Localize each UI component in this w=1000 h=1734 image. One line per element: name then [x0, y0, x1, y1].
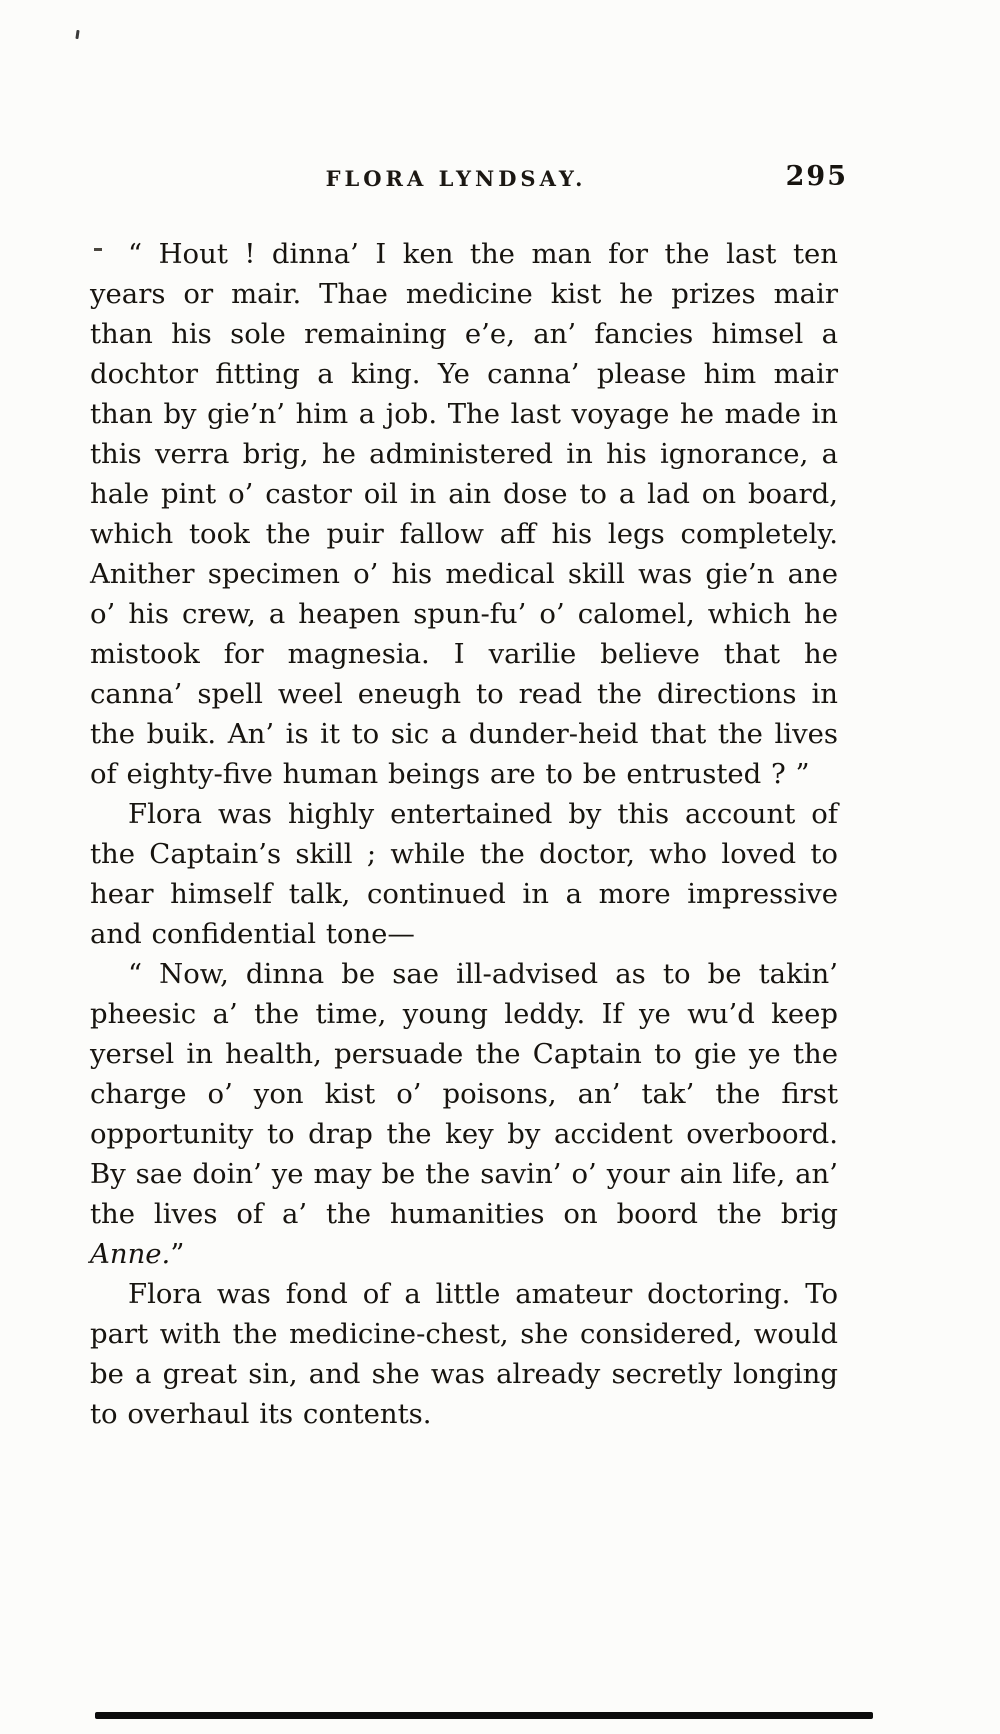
page-header	[92, 161, 848, 202]
body-text	[90, 234, 838, 1434]
paragraph-3-text: “ Now, dinna be sae ill-advised as to be takin’ pheesic a’ the time, young leddy. If ye wu’d keep yersel in health, persuade the Captain to gie ye the charge o’ yon kist o’ poisons, an’ tak’ the first opportunity to drap the key by accident overboord. By sae doin’ ye may be the savin’ o’ your ain life, an’ the lives of a’ the humanities on boord the brig	[90, 958, 838, 1230]
paragraph-1: “ Hout ! dinna’ I ken the man for the last ten years or mair. Thae medicine kist he prizes mair than his sole remaining e’e, an’ fancies himsel a dochtor fitting a king. Ye canna’ please him mair than by gie’n’ him a job. The last voyage he made in this verra brig, he administered in his ignorance, a hale pint o’ castor oil in ain dose to a lad on board, which took the puir fallow aff his legs completely. Anither specimen o’ his medical skill was gie’n ane o’ his crew, a heapen spun-fu’ o’ calomel, which he mistook for magnesia. I varilie believe that he canna’ spell weel eneugh to read the directions in the buik. An’ is it to sic a dunder-heid that the lives of eighty-five human beings are to be entrusted ? ”	[90, 238, 838, 790]
running-head: FLORA LYNDSAY.	[325, 166, 587, 191]
paragraph-4: Flora was fond of a little amateur doctoring. To part with the medicine-chest, she considered, would be a great sin, and she was already secretly longing to overhaul its contents.	[90, 1278, 838, 1430]
paragraph-3-italic-word: Anne.	[90, 1238, 171, 1270]
page-number: 295	[785, 161, 848, 192]
paragraph-2: Flora was highly entertained by this account of the Captain’s skill ; while the doctor, who loved to hear himself talk, continued in a more impressive and confidential tone—	[90, 798, 838, 950]
scan-edge-line	[95, 1712, 873, 1719]
paragraph-3-closing-quote: ”	[170, 1238, 185, 1270]
scan-artifact	[94, 248, 102, 251]
scan-artifact	[75, 30, 79, 39]
paragraph-3	[90, 954, 838, 1274]
